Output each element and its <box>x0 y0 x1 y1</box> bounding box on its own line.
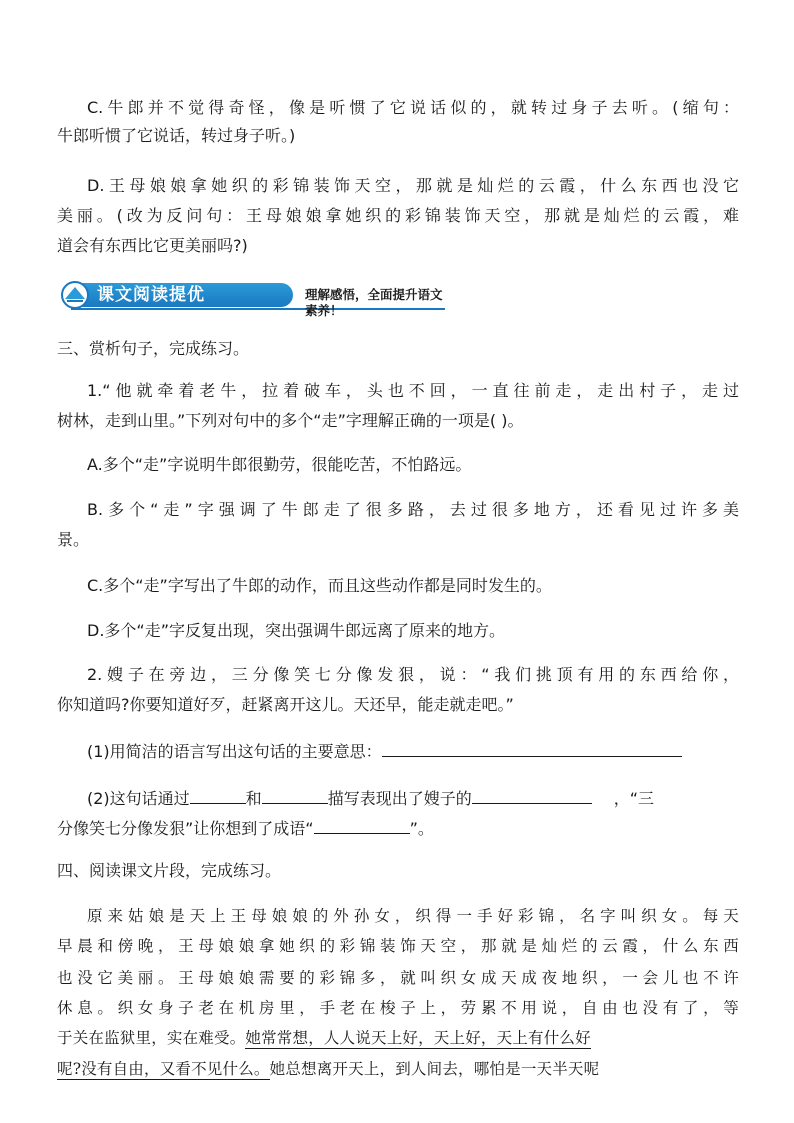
option-c: C.多个“走”字写出了牛郎的动作，而且这些动作都是同时发生的。 <box>87 576 552 595</box>
option-d-line-3: 道会有东西比它更美丽吗?) <box>57 236 248 255</box>
section-3-heading: 三、赏析句子，完成练习。 <box>57 339 250 358</box>
sub-2-prompt-f: ”。 <box>409 819 434 838</box>
section-4-heading: 四、阅读课文片段，完成练习。 <box>57 861 282 880</box>
option-c-line-1: C.牛郎并不觉得奇怪，像是听惯了它说话似的，就转过身子去听。(缩句： <box>87 98 739 117</box>
answer-blank-main-idea[interactable] <box>382 740 682 757</box>
question-1-line-2: 树林，走到山里。”下列对句中的多个“走”字理解正确的一项是( )。 <box>57 411 524 430</box>
book-icon <box>57 281 95 309</box>
answer-blank-idiom[interactable] <box>314 817 410 834</box>
option-a: A.多个“走”字说明牛郎很勤劳，很能吃苦，不怕路远。 <box>87 455 472 474</box>
underlined-sentence-part-2: 呢?没有自由，又看不见什么。 <box>57 1060 270 1078</box>
passage-line-6 <box>57 1059 739 1079</box>
sub-2-prompt-e: 分像笑七分像发狠”让你想到了成语“ <box>57 819 314 838</box>
question-2-sub-1 <box>87 740 739 762</box>
passage-line-1: 原来姑娘是天上王母娘娘的外孙女，织得一手好彩锦，名字叫织女。每天 <box>87 907 739 925</box>
passage-line-5 <box>57 1028 739 1048</box>
question-2-line-1: 2.嫂子在旁边，三分像笑七分像发狠，说：“我们挑顶有用的东西给你， <box>87 665 739 684</box>
option-d: D.多个“走”字反复出现，突出强调牛郎远离了原来的地方。 <box>87 621 505 640</box>
section-banner <box>57 281 445 318</box>
passage-line-3: 也没它美丽。王母娘娘需要的彩锦多，就叫织女成天成夜地织，一会儿也不许 <box>57 969 739 987</box>
passage-text: 于关在监狱里，实在难受。 <box>57 1029 246 1047</box>
passage-text: 她总想离开天上，到人间去，哪怕是一天半天呢 <box>269 1060 600 1078</box>
option-d-line-2: 美丽。(改为反问句：王母娘娘拿她织的彩锦装饰天空，那就是灿烂的云霞，难 <box>57 206 739 225</box>
sub-2-prompt-b: 和 <box>245 789 262 808</box>
option-b-line-1: B.多个“走”字强调了牛郎走了很多路，去过很多地方，还看见过许多美 <box>87 500 739 519</box>
question-2-sub-2-line-1 <box>87 787 739 809</box>
answer-blank-1[interactable] <box>190 787 246 804</box>
question-1-line-1: 1.“他就牵着老牛，拉着破车，头也不回，一直往前走，走出村子，走过 <box>87 381 739 400</box>
sub-2-prompt-a: (2)这句话通过 <box>87 789 190 808</box>
banner-title: 课文阅读提优 <box>97 285 205 305</box>
option-d-line-1: D.王母娘娘拿她织的彩锦装饰天空，那就是灿烂的云霞，什么东西也没它 <box>87 176 739 195</box>
option-c-line-2: 牛郎听惯了它说话，转过身子听。) <box>57 126 296 145</box>
option-b-line-2: 景。 <box>57 530 90 549</box>
passage-line-2: 早晨和傍晚，王母娘娘拿她织的彩锦装饰天空，那就是灿烂的云霞，什么东西 <box>57 937 739 955</box>
sub-1-prompt: (1)用简洁的语言写出这句话的主要意思： <box>87 742 382 761</box>
question-2-sub-2-line-2 <box>57 817 739 839</box>
banner-slogan: 理解感悟，全面提升语文素养！ <box>305 287 443 318</box>
sub-2-prompt-c: 描写表现出了嫂子的 <box>327 789 472 808</box>
answer-blank-3[interactable] <box>472 787 592 804</box>
passage-line-4: 休息。织女身子老在机房里，手老在梭子上，劳累不用说，自由也没有了，等 <box>57 999 739 1017</box>
answer-blank-2[interactable] <box>262 787 328 804</box>
question-2-line-2: 你知道吗?你要知道好歹，赶紧离开这儿。天还早，能走就走吧。” <box>57 695 514 714</box>
underlined-sentence-part-1: 她常常想，人人说天上好，天上好，天上有什么好 <box>245 1029 591 1047</box>
sub-2-prompt-d: ，“三 <box>613 789 654 808</box>
